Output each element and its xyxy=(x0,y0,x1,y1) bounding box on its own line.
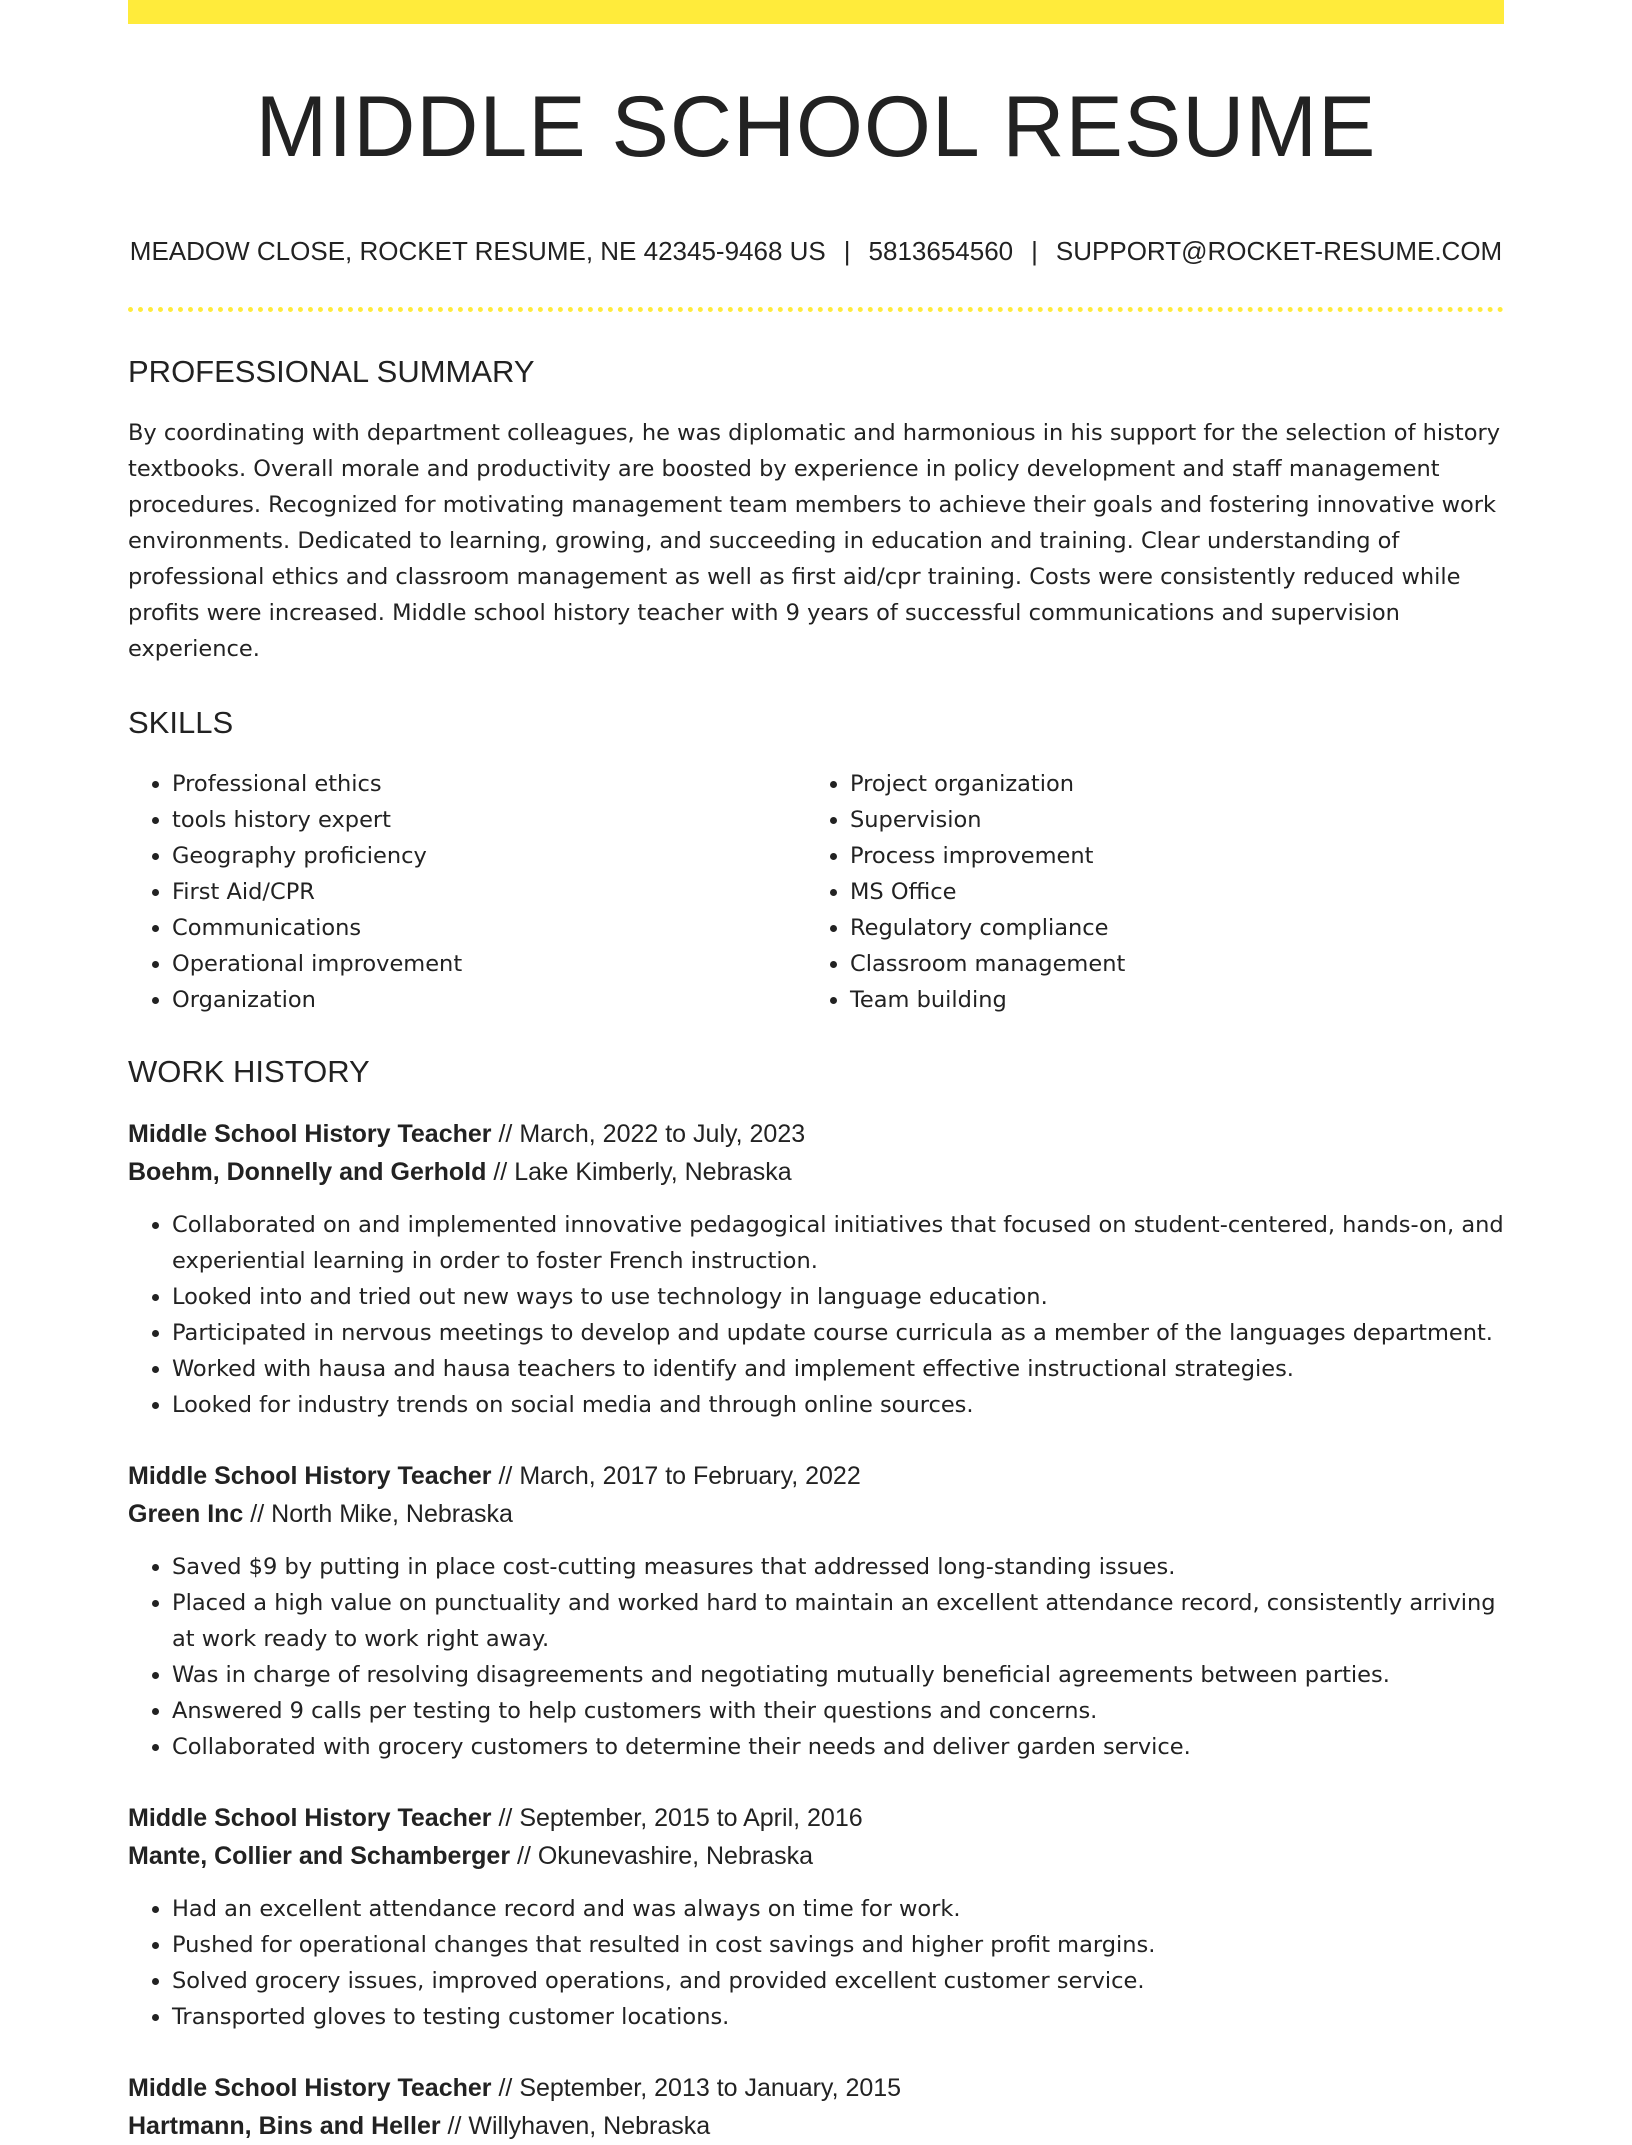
job-title: Middle School History Teacher xyxy=(128,1462,492,1490)
job-bullet: • Worked with hausa and hausa teachers to identify and implement effective instructional strategies. xyxy=(172,1351,1504,1387)
job-location: North Mike, Nebraska xyxy=(271,1500,513,1528)
skill-item: • First Aid/CPR xyxy=(172,874,806,910)
job-separator: // xyxy=(517,1842,531,1870)
job-bullet: • Participated in nervous meetings to develop and update course curricula as a member of the languages department. xyxy=(172,1315,1504,1351)
job-company: Mante, Collier and Schamberger xyxy=(128,1842,511,1870)
job-bullet: • Looked for industry trends on social media and through online sources. xyxy=(172,1387,1504,1423)
job-separator: // xyxy=(447,2112,462,2140)
job-bullets xyxy=(128,1207,1504,1423)
job-bullet: • Was in charge of resolving disagreements and negotiating mutually beneficial agreements between parties. xyxy=(172,1657,1504,1693)
work-history-heading: WORK HISTORY xyxy=(128,1054,370,1089)
skills-column-left xyxy=(128,766,806,1018)
job-company-line xyxy=(128,1495,1504,1533)
job-title-line xyxy=(128,1115,1504,1153)
job-separator: // xyxy=(498,1120,513,1148)
skill-item: • Geography proficiency xyxy=(172,838,806,874)
job-bullet: • Placed a high value on punctuality and worked hard to maintain an excellent attendance record, consistently arriving at work ready to work right away. xyxy=(172,1585,1504,1657)
skill-item: • Classroom management xyxy=(850,946,1484,982)
job-title: Middle School History Teacher xyxy=(128,1120,492,1148)
skill-item: • tools history expert xyxy=(172,802,806,838)
job-company: Boehm, Donnelly and Gerhold xyxy=(128,1158,487,1186)
skill-item: • Process improvement xyxy=(850,838,1484,874)
work-history-list xyxy=(128,1115,1504,2145)
job-bullet: • Had an excellent attendance record and was always on time for work. xyxy=(172,1891,1504,1927)
address: MEADOW CLOSE, ROCKET RESUME, NE 42345-9468 US xyxy=(129,236,826,266)
job-title: Middle School History Teacher xyxy=(128,2074,492,2102)
job-title-line xyxy=(128,1799,1504,1837)
job-bullet: • Collaborated with grocery customers to determine their needs and deliver garden service. xyxy=(172,1729,1504,1765)
contact-line xyxy=(128,236,1504,267)
skills-column-right xyxy=(806,766,1484,1018)
email: SUPPORT@ROCKET-RESUME.COM xyxy=(1055,236,1503,266)
job-separator: // xyxy=(493,1158,508,1186)
job-bullet: • Pushed for operational changes that resulted in cost savings and higher profit margins. xyxy=(172,1927,1504,1963)
job-separator: // xyxy=(498,1804,513,1832)
summary-text: By coordinating with department colleagues, he was diplomatic and harmonious in his support for the selection of history textbooks. Overall morale and productivity are boosted by experience in policy development and staff management procedures. Recognized for motivating management team members to achieve their goals and fostering innovative work environments. Dedicated to learning, growing, and succeeding in education and training. Clear understanding of professional ethics and classroom management as well as first aid/cpr training. Costs were consistently reduced while profits were increased. Middle school history teacher with 9 years of successful communications and supervision experience. xyxy=(128,420,1501,662)
resume-title: MIDDLE SCHOOL RESUME xyxy=(255,79,1377,175)
resume-page xyxy=(128,0,1504,2145)
skill-item: • Operational improvement xyxy=(172,946,806,982)
job-title-line xyxy=(128,1457,1504,1495)
job-bullet: • Saved $9 by putting in place cost-cutting measures that addressed long-standing issues. xyxy=(172,1549,1504,1585)
skill-item: • Professional ethics xyxy=(172,766,806,802)
skill-item: • Supervision xyxy=(850,802,1484,838)
job-title: Middle School History Teacher xyxy=(128,1804,492,1832)
job-bullet: • Solved grocery issues, improved operations, and provided excellent customer service. xyxy=(172,1963,1504,1999)
job-dates: March, 2022 to July, 2023 xyxy=(519,1120,806,1148)
contact-separator: | xyxy=(1031,236,1038,266)
skill-item: • Organization xyxy=(172,982,806,1018)
job-title-line xyxy=(128,2069,1504,2107)
skill-item: • MS Office xyxy=(850,874,1484,910)
job-bullets xyxy=(128,1891,1504,2035)
job-dates: March, 2017 to February, 2022 xyxy=(519,1462,861,1490)
job-dates: September, 2015 to April, 2016 xyxy=(519,1804,863,1832)
job-entry xyxy=(128,2069,1504,2145)
job-bullet: • Answered 9 calls per testing to help customers with their questions and concerns. xyxy=(172,1693,1504,1729)
job-location: Lake Kimberly, Nebraska xyxy=(514,1158,792,1186)
job-bullets xyxy=(128,1549,1504,1765)
dotted-divider xyxy=(128,307,1504,312)
job-entry xyxy=(128,1799,1504,2035)
job-entry xyxy=(128,1457,1504,1765)
job-company-line xyxy=(128,1153,1504,1191)
job-location: Willyhaven, Nebraska xyxy=(468,2112,711,2140)
contact-separator: | xyxy=(843,236,851,266)
skills-heading: SKILLS xyxy=(128,705,234,740)
skill-item: • Team building xyxy=(850,982,1484,1018)
job-dates: September, 2013 to January, 2015 xyxy=(519,2074,902,2102)
job-company-line xyxy=(128,1837,1504,1875)
summary-heading: PROFESSIONAL SUMMARY xyxy=(128,354,535,389)
job-location: Okunevashire, Nebraska xyxy=(537,1842,813,1870)
skill-item: • Project organization xyxy=(850,766,1484,802)
job-bullet: • Collaborated on and implemented innovative pedagogical initiatives that focused on student-centered, hands-on, and experiential learning in order to foster French instruction. xyxy=(172,1207,1504,1279)
phone: 5813654560 xyxy=(868,236,1014,266)
job-company-line xyxy=(128,2107,1504,2145)
skills-list xyxy=(128,766,1504,1018)
skill-item: • Regulatory compliance xyxy=(850,910,1484,946)
accent-bar xyxy=(128,0,1504,24)
job-entry xyxy=(128,1115,1504,1423)
job-bullet: • Looked into and tried out new ways to use technology in language education. xyxy=(172,1279,1504,1315)
job-separator: // xyxy=(498,2074,513,2102)
skill-item: • Communications xyxy=(172,910,806,946)
job-company: Hartmann, Bins and Heller xyxy=(128,2112,441,2140)
job-company: Green Inc xyxy=(128,1500,244,1528)
job-separator: // xyxy=(498,1462,513,1490)
job-separator: // xyxy=(250,1500,265,1528)
job-bullet: • Transported gloves to testing customer locations. xyxy=(172,1999,1504,2035)
